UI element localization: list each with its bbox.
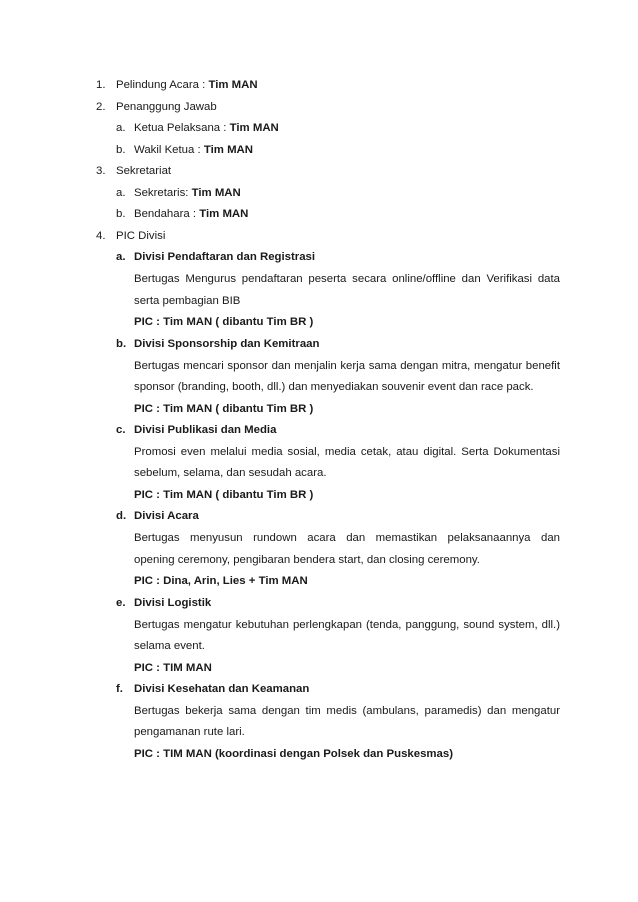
divisi-letter: e. bbox=[116, 597, 126, 609]
divisi-letter: c. bbox=[116, 424, 126, 436]
divisi-pic: PIC : Tim MAN ( dibantu Tim BR ) bbox=[134, 489, 314, 501]
divisi-title: Divisi Kesehatan dan Keamanan bbox=[134, 683, 310, 695]
subitem-value: Tim MAN bbox=[199, 208, 249, 220]
item-label: PIC Divisi bbox=[116, 230, 166, 242]
divisi-title: Divisi Pendaftaran dan Registrasi bbox=[134, 251, 316, 263]
description-line: opening ceremony, pengibaran bendera start, dan closing ceremony. bbox=[134, 554, 480, 566]
divisi-title: Divisi Logistik bbox=[134, 597, 212, 609]
divisi-letter: d. bbox=[116, 510, 127, 522]
divisi-pic: PIC : Dina, Arin, Lies + Tim MAN bbox=[134, 575, 308, 587]
description-line: Promosi even melalui media sosial, media cetak, atau digital. Serta Dokumentasi bbox=[134, 446, 560, 458]
description-line: pengamanan rute lari. bbox=[134, 726, 245, 738]
subitem-letter: b. bbox=[116, 144, 126, 156]
item-number: 4. bbox=[96, 230, 106, 242]
subitem-label: Sekretaris: bbox=[134, 187, 192, 199]
ketua-pelaksana bbox=[134, 121, 279, 135]
divisi-description bbox=[134, 531, 560, 545]
description-line: sponsor (branding, booth, dll.) dan menyediakan souvenir event dan race pack. bbox=[134, 381, 534, 393]
subitem-label: Ketua Pelaksana : bbox=[134, 122, 230, 134]
description-line: Bertugas mencari sponsor dan menjalin kerja sama dengan mitra, mengatur benefit bbox=[134, 360, 560, 372]
list-item-4 bbox=[96, 229, 106, 243]
description-line: Bertugas mengatur kebutuhan perlengkapan (tenda, panggung, sound system, dll.) bbox=[134, 619, 560, 631]
item-label: Penanggung Jawab bbox=[116, 101, 217, 113]
subitem-label: Bendahara : bbox=[134, 208, 200, 220]
divisi-pic: PIC : Tim MAN ( dibantu Tim BR ) bbox=[134, 316, 314, 328]
divisi-letter: a. bbox=[116, 251, 126, 263]
item-number: 1. bbox=[96, 79, 106, 91]
item-label: Sekretariat bbox=[116, 165, 172, 177]
divisi-pic: PIC : TIM MAN bbox=[134, 662, 212, 674]
pelindung-acara bbox=[116, 78, 258, 92]
divisi-title: Divisi Publikasi dan Media bbox=[134, 424, 277, 436]
sekretaris bbox=[134, 186, 241, 200]
subitem-label: Wakil Ketua : bbox=[134, 144, 204, 156]
divisi-title: Divisi Acara bbox=[134, 510, 199, 522]
item-label: Pelindung Acara : bbox=[116, 79, 209, 91]
sekretariat-heading bbox=[116, 164, 171, 178]
list-item-3 bbox=[96, 164, 106, 178]
description-line: Bertugas menyusun rundown acara dan memastikan pelaksanaannya dan bbox=[134, 532, 560, 544]
subitem-value: Tim MAN bbox=[229, 122, 279, 134]
subitem-letter: a. bbox=[116, 122, 126, 134]
description-line: sebelum, selama, dan sesudah acara. bbox=[134, 467, 327, 479]
pic-divisi-heading bbox=[116, 229, 165, 243]
item-number: 3. bbox=[96, 165, 106, 177]
list-item-1 bbox=[96, 78, 106, 92]
subitem-value: Tim MAN bbox=[191, 187, 241, 199]
divisi-description bbox=[134, 445, 560, 459]
description-line: Bertugas bekerja sama dengan tim medis (ambulans, paramedis) dan mengatur bbox=[134, 705, 560, 717]
description-line: selama event. bbox=[134, 640, 205, 652]
bendahara bbox=[134, 207, 248, 221]
list-item-2 bbox=[96, 100, 106, 114]
divisi-description bbox=[134, 272, 560, 286]
description-line: serta pembagian BIB bbox=[134, 295, 241, 307]
subitem-letter: b. bbox=[116, 208, 126, 220]
divisi-pic: PIC : TIM MAN (koordinasi dengan Polsek dan Puskesmas) bbox=[134, 748, 454, 760]
item-number: 2. bbox=[96, 101, 106, 113]
divisi-pic: PIC : Tim MAN ( dibantu Tim BR ) bbox=[134, 403, 314, 415]
description-line: Bertugas Mengurus pendaftaran peserta secara online/offline dan Verifikasi data bbox=[134, 273, 560, 285]
subitem-value: Tim MAN bbox=[203, 144, 254, 156]
divisi-letter: b. bbox=[116, 338, 127, 350]
divisi-description bbox=[134, 618, 560, 632]
item-value: Tim MAN bbox=[208, 79, 258, 91]
divisi-letter: f. bbox=[116, 683, 123, 695]
divisi-description bbox=[134, 704, 560, 718]
wakil-ketua bbox=[134, 143, 253, 157]
divisi-description bbox=[134, 359, 560, 373]
subitem-letter: a. bbox=[116, 187, 126, 199]
penanggung-jawab-heading bbox=[116, 100, 217, 114]
divisi-title: Divisi Sponsorship dan Kemitraan bbox=[134, 338, 320, 350]
